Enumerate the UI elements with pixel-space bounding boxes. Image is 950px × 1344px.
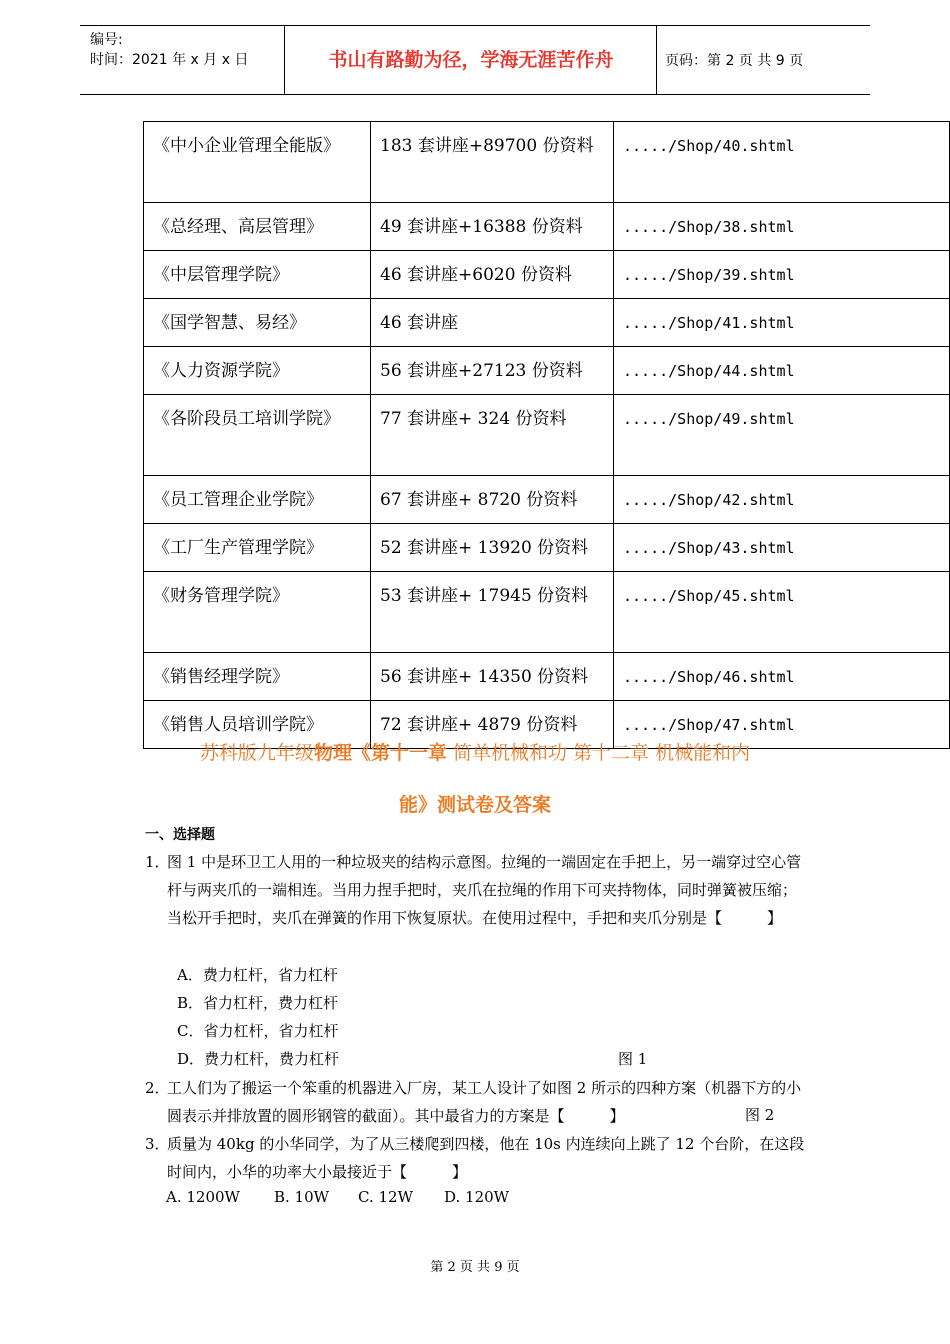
doc-number-label: 编号:: [90, 32, 123, 48]
table-row: [144, 251, 950, 299]
option-a: A．费力杠杆，省力杠杆: [177, 966, 338, 984]
table-row: [144, 203, 950, 251]
option-b: B. 10W: [274, 1188, 330, 1206]
option-c: C. 12W: [358, 1188, 413, 1206]
course-name: 《中小企业管理全能版》: [144, 122, 371, 203]
course-name: 《工厂生产管理学院》: [144, 524, 371, 572]
option-c: C．省力杠杆，省力杠杆: [177, 1022, 339, 1040]
option-d: D. 120W: [444, 1188, 510, 1206]
figure-1-label: 图 1: [618, 1050, 648, 1068]
question-text: 图 1 中是环卫工人用的一种垃圾夹的结构示意图。拉绳的一端固定在手把上，另一端穿过空心管杆与两夹爪的一端相连。当用力捏手把时，夹爪在拉绳的作用下可夹持物体，同时弹簧被压缩；当松开手把时，夹爪在弹簧的作用下恢复原状。在使用过程中，手把和夹爪分别是【 】: [167, 853, 802, 927]
doc-time-label: 时间：2021 年 x 月 x 日: [90, 52, 249, 68]
option-d: D．费力杠杆，费力杠杆: [177, 1050, 340, 1068]
header-divider: [284, 26, 285, 94]
question-number: 1．: [145, 853, 170, 871]
course-content: 46 套讲座: [371, 299, 614, 347]
question-2: [145, 1074, 809, 1130]
header-meta: [90, 30, 248, 70]
table-row: [144, 572, 950, 653]
course-link[interactable]: ...../Shop/44.shtml: [614, 347, 950, 395]
header-page-info: 页码：第 2 页 共 9 页: [665, 53, 804, 69]
table-row: [144, 347, 950, 395]
course-link[interactable]: ...../Shop/45.shtml: [614, 572, 950, 653]
course-name: 《总经理、高层管理》: [144, 203, 371, 251]
table-row: [144, 476, 950, 524]
course-link[interactable]: ...../Shop/47.shtml: [614, 701, 950, 749]
page-header: [80, 25, 870, 95]
course-name: 《员工管理企业学院》: [144, 476, 371, 524]
course-link[interactable]: ...../Shop/39.shtml: [614, 251, 950, 299]
course-table: [143, 121, 950, 749]
course-name: 《国学智慧、易经》: [144, 299, 371, 347]
course-name: 《销售经理学院》: [144, 653, 371, 701]
course-name: 《人力资源学院》: [144, 347, 371, 395]
section-heading: 一、选择题: [145, 827, 215, 843]
question-text: 质量为 40kg 的小华同学，为了从三楼爬到四楼，他在 10s 内连续向上跳了 12 个台阶，在这段时间内，小华的功率大小最接近于【 】: [167, 1135, 805, 1181]
course-link[interactable]: ...../Shop/41.shtml: [614, 299, 950, 347]
course-content: 56 套讲座+ 14350 份资料: [371, 653, 614, 701]
course-content: 56 套讲座+27123 份资料: [371, 347, 614, 395]
question-text: 工人们为了搬运一个笨重的机器进入厂房，某工人设计了如图 2 所示的四种方案（机器下方的小圆表示并排放置的圆形钢管的截面）。其中最省力的方案是【 】: [167, 1079, 802, 1125]
course-link[interactable]: ...../Shop/38.shtml: [614, 203, 950, 251]
table-row: [144, 122, 950, 203]
page-footer: 第 2 页 共 9 页: [430, 1260, 520, 1275]
title-part: 物理《第十一章: [313, 742, 447, 764]
figure-2-label: 图 2: [745, 1106, 775, 1124]
course-link[interactable]: ...../Shop/49.shtml: [614, 395, 950, 476]
course-name: 《销售人员培训学院》: [144, 701, 371, 749]
question-3: [145, 1130, 809, 1186]
table-row: [144, 524, 950, 572]
course-content: 77 套讲座+ 324 份资料: [371, 395, 614, 476]
question-number: 3．: [145, 1135, 170, 1153]
table-row: [144, 653, 950, 701]
course-content: 183 套讲座+89700 份资料: [371, 122, 614, 203]
course-content: 52 套讲座+ 13920 份资料: [371, 524, 614, 572]
title-part: 能》测试卷及答案: [398, 794, 551, 816]
course-content: 46 套讲座+6020 份资料: [371, 251, 614, 299]
header-divider: [656, 26, 657, 94]
course-link[interactable]: ...../Shop/40.shtml: [614, 122, 950, 203]
course-content: 72 套讲座+ 4879 份资料: [371, 701, 614, 749]
course-content: 49 套讲座+16388 份资料: [371, 203, 614, 251]
title-part: 苏科版九年级: [199, 742, 314, 764]
table-row: [144, 299, 950, 347]
course-link[interactable]: ...../Shop/42.shtml: [614, 476, 950, 524]
header-motto: 书山有路勤为径，学海无涯苦作舟: [328, 49, 614, 71]
course-content: 53 套讲座+ 17945 份资料: [371, 572, 614, 653]
course-link[interactable]: ...../Shop/43.shtml: [614, 524, 950, 572]
table-row: [144, 395, 950, 476]
course-name: 《财务管理学院》: [144, 572, 371, 653]
course-name: 《各阶段员工培训学院》: [144, 395, 371, 476]
course-content: 67 套讲座+ 8720 份资料: [371, 476, 614, 524]
option-a: A. 1200W: [166, 1188, 240, 1206]
document-title: [130, 727, 820, 831]
option-b: B．省力杠杆，费力杠杆: [177, 994, 339, 1012]
title-part: 简单机械和功 第十二章 机械能和内: [446, 742, 751, 764]
course-name: 《中层管理学院》: [144, 251, 371, 299]
question-number: 2．: [145, 1079, 170, 1097]
question-1: [145, 848, 809, 932]
course-link[interactable]: ...../Shop/46.shtml: [614, 653, 950, 701]
